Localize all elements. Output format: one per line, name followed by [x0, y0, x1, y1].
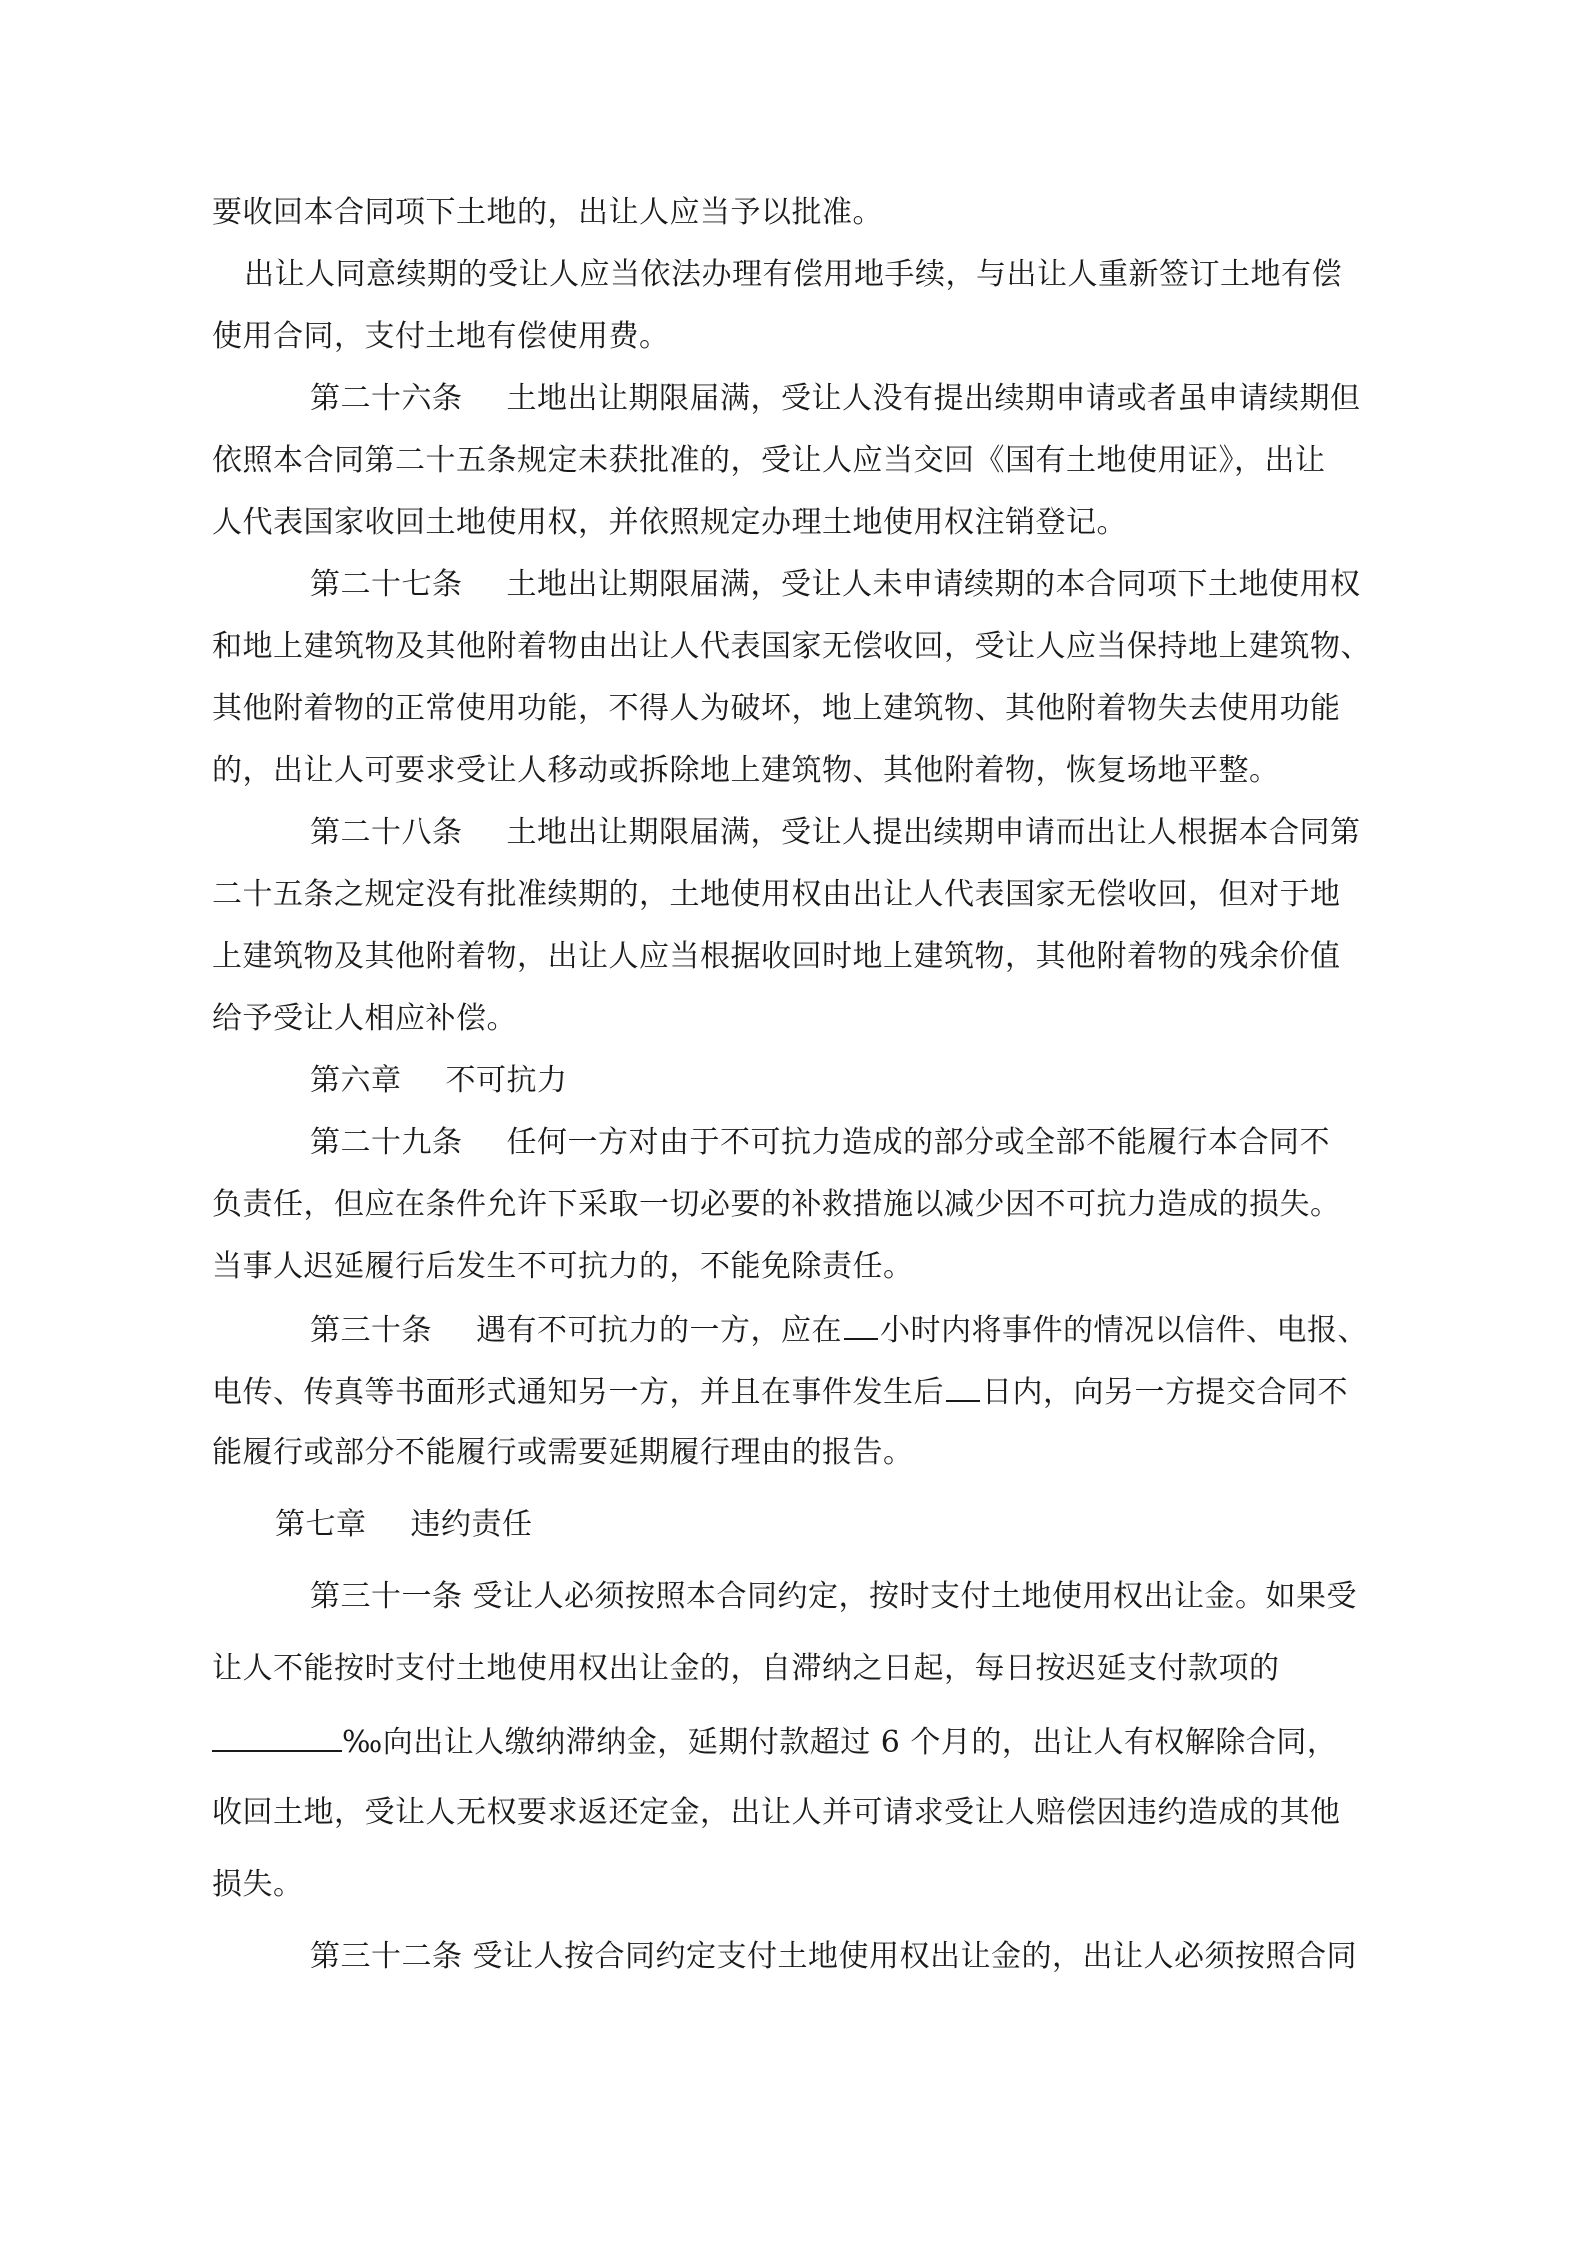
text-line: 让人不能按时支付土地使用权出让金的，自滞纳之日起，每日按迟延支付款项的: [212, 1651, 1280, 1686]
article-29-line: [212, 1122, 1392, 1184]
article-30-line: [212, 1308, 1392, 1370]
chapter-7-heading: [212, 1504, 1392, 1576]
text-line: 人代表国家收回土地使用权，并依照规定办理土地使用权注销登记。: [212, 505, 1127, 540]
text-line: 能履行或部分不能履行或需要延期履行理由的报告。: [212, 1435, 914, 1470]
article-text: 土地出让期限届满，受让人没有提出续期申请或者虽申请续期但: [506, 381, 1361, 416]
article-number: 第二十八条: [310, 815, 463, 850]
article-text: 任何一方对由于不可抗力造成的部分或全部不能履行本合同不: [506, 1125, 1330, 1160]
article-text: 土地出让期限届满，受让人未申请续期的本合同项下土地使用权: [506, 567, 1361, 602]
article-number: 第三十条: [310, 1313, 432, 1348]
chapter-6-heading: [212, 1060, 1392, 1122]
text-line: 给予受让人相应补偿。: [212, 1001, 517, 1036]
article-26-line: [212, 378, 1392, 440]
text-line: 当事人迟延履行后发生不可抗力的，不能免除责任。: [212, 1249, 914, 1284]
text-line: [212, 1370, 1392, 1432]
article-text: 小时内将事件的情况以信件、电报、: [880, 1313, 1368, 1348]
article-number: 第二十六条: [310, 381, 463, 416]
text-line: [212, 1720, 1392, 1792]
chapter-title: 不可抗力: [445, 1063, 568, 1098]
text-line: 上建筑物及其他附着物，出让人应当根据收回时地上建筑物，其他附着物的残余价值: [212, 939, 1341, 974]
chapter-title: 违约责任: [410, 1507, 533, 1542]
article-28-line: [212, 812, 1392, 874]
article-32-line: 第三十二条 受让人按合同约定支付土地使用权出让金的，出让人必须按照合同: [310, 1939, 1358, 1974]
text-line: 的，出让人可要求受让人移动或拆除地上建筑物、其他附着物，恢复场地平整。: [212, 753, 1280, 788]
article-number: 第二十七条: [310, 567, 463, 602]
article-number: 第二十九条: [310, 1125, 463, 1160]
fill-blank-rate: [212, 1720, 342, 1752]
text-line: 要收回本合同项下土地的，出让人应当予以批准。: [212, 195, 883, 230]
article-text: ‰向出让人缴纳滞纳金，延期付款超过 6 个月的，出让人有权解除合同，: [342, 1725, 1338, 1760]
article-27-line: [212, 564, 1392, 626]
text-line: 负责任，但应在条件允许下采取一切必要的补救措施以减少因不可抗力造成的损失。: [212, 1187, 1341, 1222]
article-text: 电传、传真等书面形式通知另一方，并且在事件发生后: [212, 1375, 944, 1410]
chapter-number: 第六章: [310, 1063, 402, 1098]
chapter-number: 第七章: [275, 1507, 367, 1542]
text-line: 损失。: [212, 1867, 304, 1902]
text-line: 收回土地，受让人无权要求返还定金，出让人并可请求受让人赔偿因违约造成的其他: [212, 1795, 1341, 1830]
text-line: 二十五条之规定没有批准续期的，土地使用权由出让人代表国家无偿收回，但对于地: [212, 877, 1341, 912]
text-line: 依照本合同第二十五条规定未获批准的，受让人应当交回《国有土地使用证》，出让: [212, 443, 1326, 478]
article-text: 日内，向另一方提交合同不: [982, 1375, 1348, 1410]
article-text: 土地出让期限届满，受让人提出续期申请而出让人根据本合同第: [506, 815, 1361, 850]
text-line: 其他附着物的正常使用功能，不得人为破坏，地上建筑物、其他附着物失去使用功能: [212, 691, 1341, 726]
text-line: 和地上建筑物及其他附着物由出让人代表国家无偿收回，受让人应当保持地上建筑物、: [212, 629, 1371, 664]
article-31-line: 第三十一条 受让人必须按照本合同约定，按时支付土地使用权出让金。如果受: [310, 1579, 1358, 1614]
fill-blank-hours: [844, 1308, 878, 1340]
fill-blank-days: [946, 1370, 980, 1402]
text-line: 使用合同，支付土地有偿使用费。: [212, 319, 670, 354]
text-line: 出让人同意续期的受让人应当依法办理有偿用地手续，与出让人重新签订土地有偿: [244, 257, 1342, 292]
article-text: 遇有不可抗力的一方，应在: [476, 1313, 842, 1348]
document-body: [212, 192, 1392, 1998]
